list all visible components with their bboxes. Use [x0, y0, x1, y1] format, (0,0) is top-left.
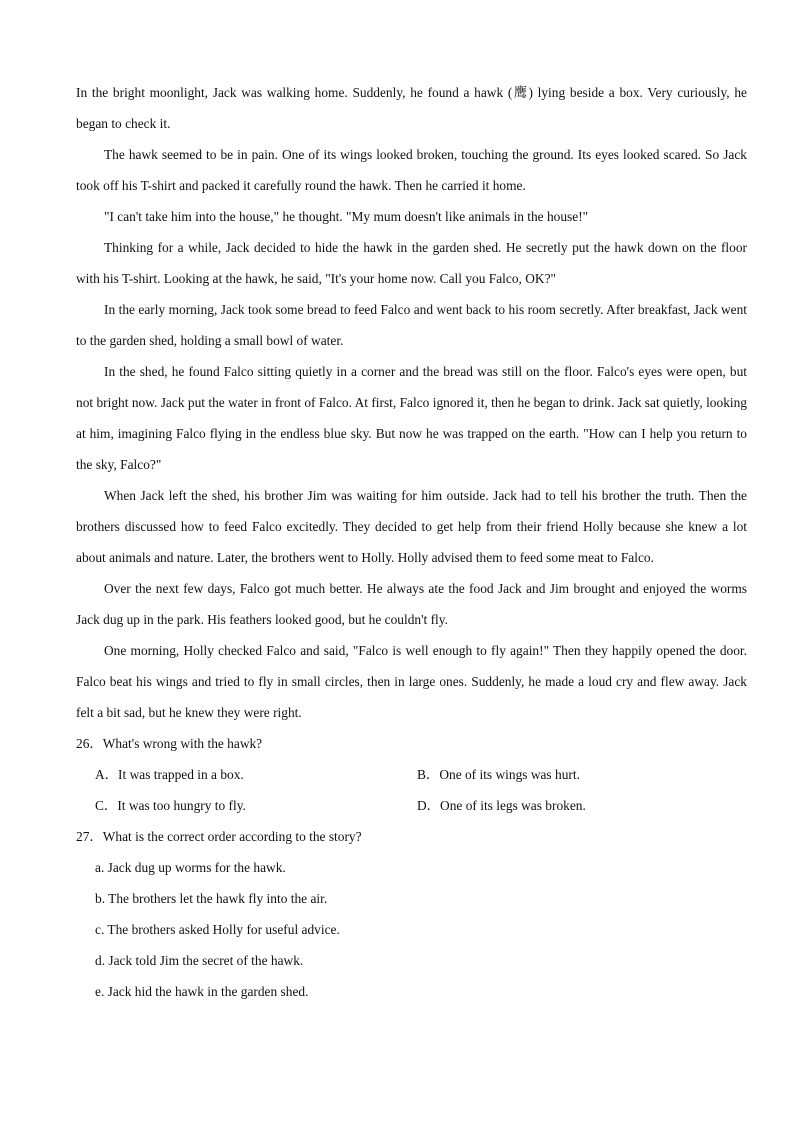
order-item-c: c. The brothers asked Holly for useful advice. — [95, 922, 340, 937]
question-26-options — [76, 759, 747, 821]
option-b: B．One of its wings was hurt. — [417, 767, 580, 782]
passage-paragraph-1: In the bright moonlight, Jack was walking home. Suddenly, he found a hawk (鹰) lying beside a box. Very curiously, he began to check it. — [76, 85, 747, 131]
passage-paragraph-7: When Jack left the shed, his brother Jim was waiting for him outside. Jack had to tell his brother the truth. Then the brothers discussed how to feed Falco excitedly. They decided to get help from their friend Holly because she knew a lot about animals and nature. Later, the brothers went to Holly. Holly advised them to feed some meat to Falco. — [76, 488, 747, 565]
option-a: A．It was trapped in a box. — [95, 767, 244, 782]
option-c: C．It was too hungry to fly. — [95, 798, 246, 813]
question-26 — [76, 728, 747, 821]
document-page — [76, 77, 747, 1007]
order-item-b: b. The brothers let the hawk fly into the air. — [95, 891, 328, 906]
order-item-a: a. Jack dug up worms for the hawk. — [95, 860, 286, 875]
order-item-d: d. Jack told Jim the secret of the hawk. — [95, 953, 304, 968]
passage-paragraph-8: Over the next few days, Falco got much better. He always ate the food Jack and Jim brought and enjoyed the worms Jack dug up in the park. His feathers looked good, but he couldn't fly. — [76, 581, 747, 627]
passage-paragraph-2: The hawk seemed to be in pain. One of its wings looked broken, touching the ground. Its eyes looked scared. So Jack took off his T-shirt and packed it carefully round the hawk. Then he carried it home. — [76, 147, 747, 193]
order-item-e: e. Jack hid the hawk in the garden shed. — [95, 984, 309, 999]
passage-paragraph-6: In the shed, he found Falco sitting quietly in a corner and the bread was still on the floor. Falco's eyes were open, but not bright now. Jack put the water in front of Falco. At first, Falco ignored it, then he began to drink. Jack sat quietly, looking at him, imagining Falco flying in the endless blue sky. But now he was trapped on the earth. "How can I help you return to the sky, Falco?" — [76, 364, 747, 472]
passage-paragraph-4: Thinking for a while, Jack decided to hide the hawk in the garden shed. He secretly put the hawk down on the floor with his T-shirt. Looking at the hawk, he said, "It's your home now. Call you Falco, OK?" — [76, 240, 747, 286]
question-27-prompt: 27．What is the correct order according to the story? — [76, 829, 362, 844]
passage-paragraph-9: One morning, Holly checked Falco and said, "Falco is well enough to fly again!" Then they happily opened the door. Falco beat his wings and tried to fly in small circles, then in large ones. Suddenly, he made a loud cry and flew away. Jack felt a bit sad, but he knew they were right. — [76, 643, 747, 720]
question-27 — [76, 821, 747, 1007]
passage-paragraph-5: In the early morning, Jack took some bread to feed Falco and went back to his room secretly. After breakfast, Jack went to the garden shed, holding a small bowl of water. — [76, 302, 747, 348]
option-d: D．One of its legs was broken. — [417, 798, 586, 813]
question-26-prompt: 26．What's wrong with the hawk? — [76, 736, 263, 751]
passage-paragraph-3: "I can't take him into the house," he thought. "My mum doesn't like animals in the house!" — [104, 209, 589, 224]
